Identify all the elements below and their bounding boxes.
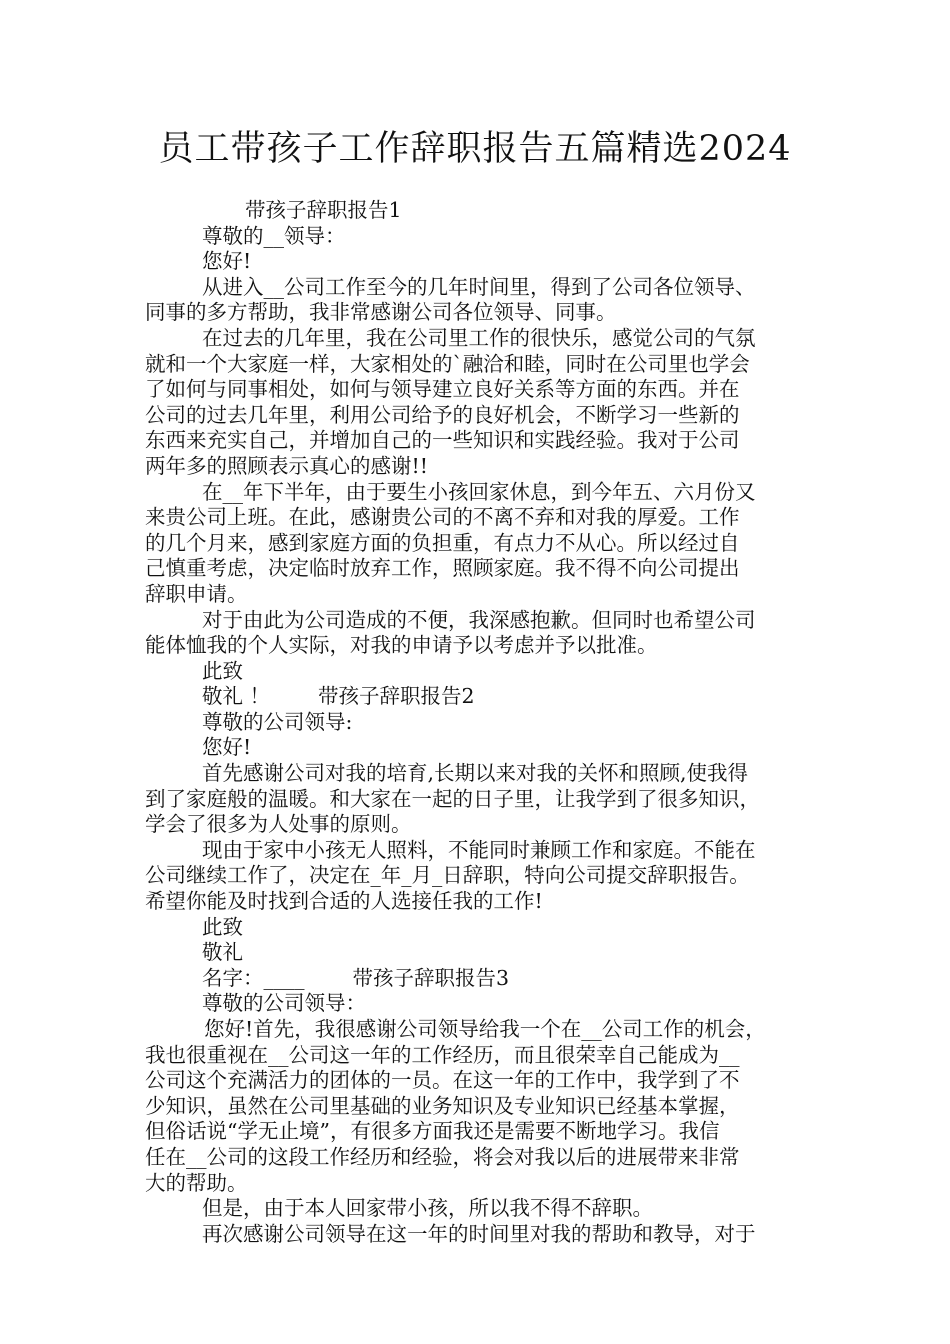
paragraph-line: 公司的过去几年里，利用公司给予的良好机会，不断学习一些新的 [145,402,740,427]
closing-line: 此致 [202,658,243,683]
greeting: 您好! [202,249,252,274]
paragraph-line: 对于由此为公司造成的不便，我深感抱歉。但同时也希望公司 [202,607,756,632]
paragraph-line: 学会了很多为人处事的原则。 [145,812,412,837]
paragraph-line: 公司这个充满活力的团体的一员。在这一年的工作中，我学到了不 [145,1068,740,1093]
paragraph-line: 少知识，虽然在公司里基础的业务知识及专业知识已经基本掌握， [145,1093,740,1118]
document-body [145,198,813,1247]
paragraph-line: 来贵公司上班。在此，感谢贵公司的不离不弃和对我的厚爱。工作 [145,505,740,530]
paragraph-line: 希望你能及时找到合适的人选接任我的工作! [145,889,543,914]
closing-regards: 敬礼 ！ [202,684,271,709]
paragraph-line: 到了家庭般的温暖。和大家在一起的日子里，让我学到了很多知识， [145,786,760,811]
document-title: 员工带孩子工作辞职报告五篇精选2024 [158,129,792,169]
section-heading-1: 带孩子辞职报告1 [245,198,402,222]
paragraph-line: 在过去的几年里，我在公司里工作的很快乐，感觉公司的气氛 [202,325,756,350]
greeting: 您好! [202,735,252,760]
salutation: 尊敬的公司领导： [202,991,366,1016]
closing-line: 此致 [202,914,243,939]
section-heading-3: 带孩子辞职报告3 [352,965,510,990]
paragraph-line: 我也很重视在__公司这一年的工作经历，而且很荣幸自己能成为__ [145,1042,740,1067]
paragraph-line: 在__年下半年，由于要生小孩回家休息，到今年五、六月份又 [202,479,756,504]
paragraph-line: 就和一个大家庭一样，大家相处的`融洽和睦，同时在公司里也学会 [145,351,750,376]
section-heading-2: 带孩子辞职报告2 [318,684,475,709]
paragraph-line: 的几个月来，感到家庭方面的负担重，有点力不从心。所以经过自 [145,530,740,555]
paragraph-line: 能体恤我的个人实际，对我的申请予以考虑并予以批准。 [145,633,658,658]
closing-with-heading [145,684,813,710]
paragraph-line: 大的帮助。 [145,1170,248,1195]
paragraph-line: 东西来充实自己，并增加自己的一些知识和实践经验。我对于公司 [145,428,740,453]
paragraph-line: 公司继续工作了，决定在_年_月_日辞职，特向公司提交辞职报告。 [145,863,750,888]
paragraph-line: 但俗话说“学无止境”，有很多方面我还是需要不断地学习。我信 [145,1119,720,1144]
paragraph-line: 同事的多方帮助，我非常感谢公司各位领导、同事。 [145,300,617,325]
paragraph-line: 首先感谢公司对我的培育,长期以来对我的关怀和照顾,使我得 [202,761,749,786]
salutation: 尊敬的公司领导: [202,709,353,734]
paragraph-line: 任在__公司的这段工作经历和经验，将会对我以后的进展带来非常 [145,1144,740,1169]
paragraph-line: 了如何与同事相处，如何与领导建立良好关系等方面的东西。并在 [145,377,740,402]
paragraph-line: 您好!首先，我很感谢公司领导给我一个在__公司工作的机会， [204,1017,766,1041]
paragraph-line: 己慎重考虑，决定临时放弃工作，照顾家庭。我不得不向公司提出 [145,556,740,581]
paragraph-line: 但是，由于本人回家带小孩，所以我不得不辞职。 [202,1196,653,1221]
paragraph-line: 现由于家中小孩无人照料，不能同时兼顾工作和家庭。不能在 [202,837,756,862]
salutation: 尊敬的__领导： [202,223,346,248]
closing-regards: 敬礼 [202,940,243,965]
signature-name: 名字：____ [202,965,305,990]
paragraph-line: 两年多的照顾表示真心的感谢!! [145,453,428,478]
paragraph-line: 再次感谢公司领导在这一年的时间里对我的帮助和教导，对于 [202,1221,756,1246]
paragraph-line: 从进入__公司工作至今的几年时间里，得到了公司各位领导、 [202,274,756,299]
paragraph-line: 辞职申请。 [145,581,248,606]
signature-with-heading [145,966,813,992]
